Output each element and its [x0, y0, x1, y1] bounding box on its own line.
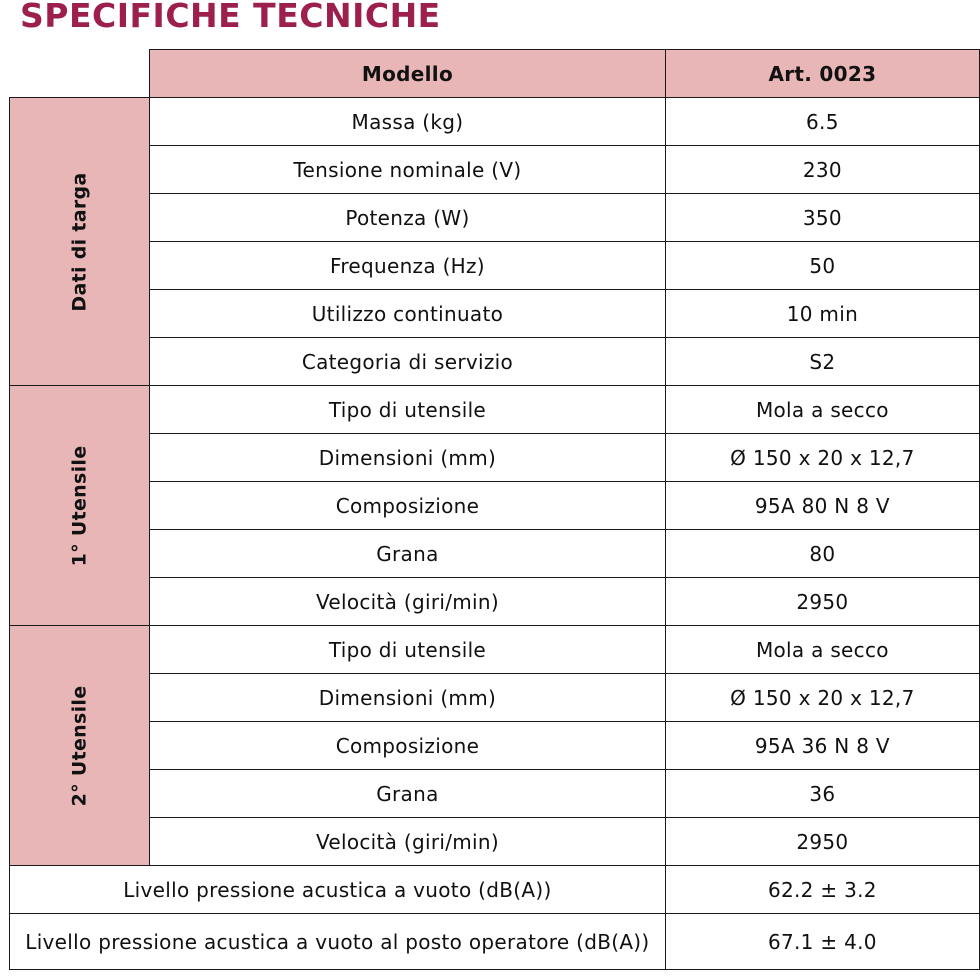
- table-row: [10, 386, 980, 434]
- table-row: [10, 914, 980, 970]
- row-value: 2950: [665, 578, 979, 626]
- footer-row-value: 67.1 ± 4.0: [665, 914, 979, 970]
- group-label-text: 1° Utensile: [68, 445, 91, 567]
- table-row: [10, 434, 980, 482]
- table-row: [10, 530, 980, 578]
- row-value: S2: [665, 338, 979, 386]
- page-title: SPECIFICHE TECNICHE: [20, 0, 441, 35]
- row-label: Velocità (giri/min): [150, 818, 666, 866]
- table-row: [10, 482, 980, 530]
- row-label: Massa (kg): [150, 98, 666, 146]
- row-label: Composizione: [150, 482, 666, 530]
- row-value: 36: [665, 770, 979, 818]
- group-label-text: 2° Utensile: [68, 685, 91, 807]
- header-corner: [10, 50, 150, 98]
- row-value: Mola a secco: [665, 386, 979, 434]
- row-value: 350: [665, 194, 979, 242]
- table-row: [10, 146, 980, 194]
- row-value: 10 min: [665, 290, 979, 338]
- group-label-2-utensile: [10, 626, 150, 866]
- footer-row-label: Livello pressione acustica a vuoto (dB(A)): [10, 866, 666, 914]
- row-value: 95A 80 N 8 V: [665, 482, 979, 530]
- row-label: Potenza (W): [150, 194, 666, 242]
- row-value: Mola a secco: [665, 626, 979, 674]
- row-label: Composizione: [150, 722, 666, 770]
- header-model-value: Art. 0023: [665, 50, 979, 98]
- table-row: [10, 578, 980, 626]
- row-label: Dimensioni (mm): [150, 674, 666, 722]
- table-row: [10, 338, 980, 386]
- row-label: Velocità (giri/min): [150, 578, 666, 626]
- group-label-text: Dati di targa: [68, 172, 91, 312]
- header-model-label: Modello: [150, 50, 666, 98]
- row-value: 230: [665, 146, 979, 194]
- table-row: [10, 722, 980, 770]
- spec-table: [9, 49, 980, 970]
- row-label: Categoria di servizio: [150, 338, 666, 386]
- row-label: Grana: [150, 530, 666, 578]
- group-label-dati-di-targa: [10, 98, 150, 386]
- table-row: [10, 242, 980, 290]
- footer-row-label: Livello pressione acustica a vuoto al posto operatore (dB(A)): [10, 914, 666, 970]
- table-row: [10, 626, 980, 674]
- row-value: Ø 150 x 20 x 12,7: [665, 434, 979, 482]
- row-value: 6.5: [665, 98, 979, 146]
- row-value: Ø 150 x 20 x 12,7: [665, 674, 979, 722]
- table-row: [10, 290, 980, 338]
- row-label: Dimensioni (mm): [150, 434, 666, 482]
- header-row: [10, 50, 980, 98]
- table-row: [10, 770, 980, 818]
- row-label: Utilizzo continuato: [150, 290, 666, 338]
- table-row: [10, 674, 980, 722]
- row-label: Grana: [150, 770, 666, 818]
- row-value: 80: [665, 530, 979, 578]
- row-value: 95A 36 N 8 V: [665, 722, 979, 770]
- row-label: Tipo di utensile: [150, 386, 666, 434]
- table-row: [10, 866, 980, 914]
- row-label: Tensione nominale (V): [150, 146, 666, 194]
- group-label-1-utensile: [10, 386, 150, 626]
- table-row: [10, 98, 980, 146]
- row-value: 50: [665, 242, 979, 290]
- row-label: Tipo di utensile: [150, 626, 666, 674]
- table-row: [10, 818, 980, 866]
- row-label: Frequenza (Hz): [150, 242, 666, 290]
- footer-row-value: 62.2 ± 3.2: [665, 866, 979, 914]
- table-row: [10, 194, 980, 242]
- row-value: 2950: [665, 818, 979, 866]
